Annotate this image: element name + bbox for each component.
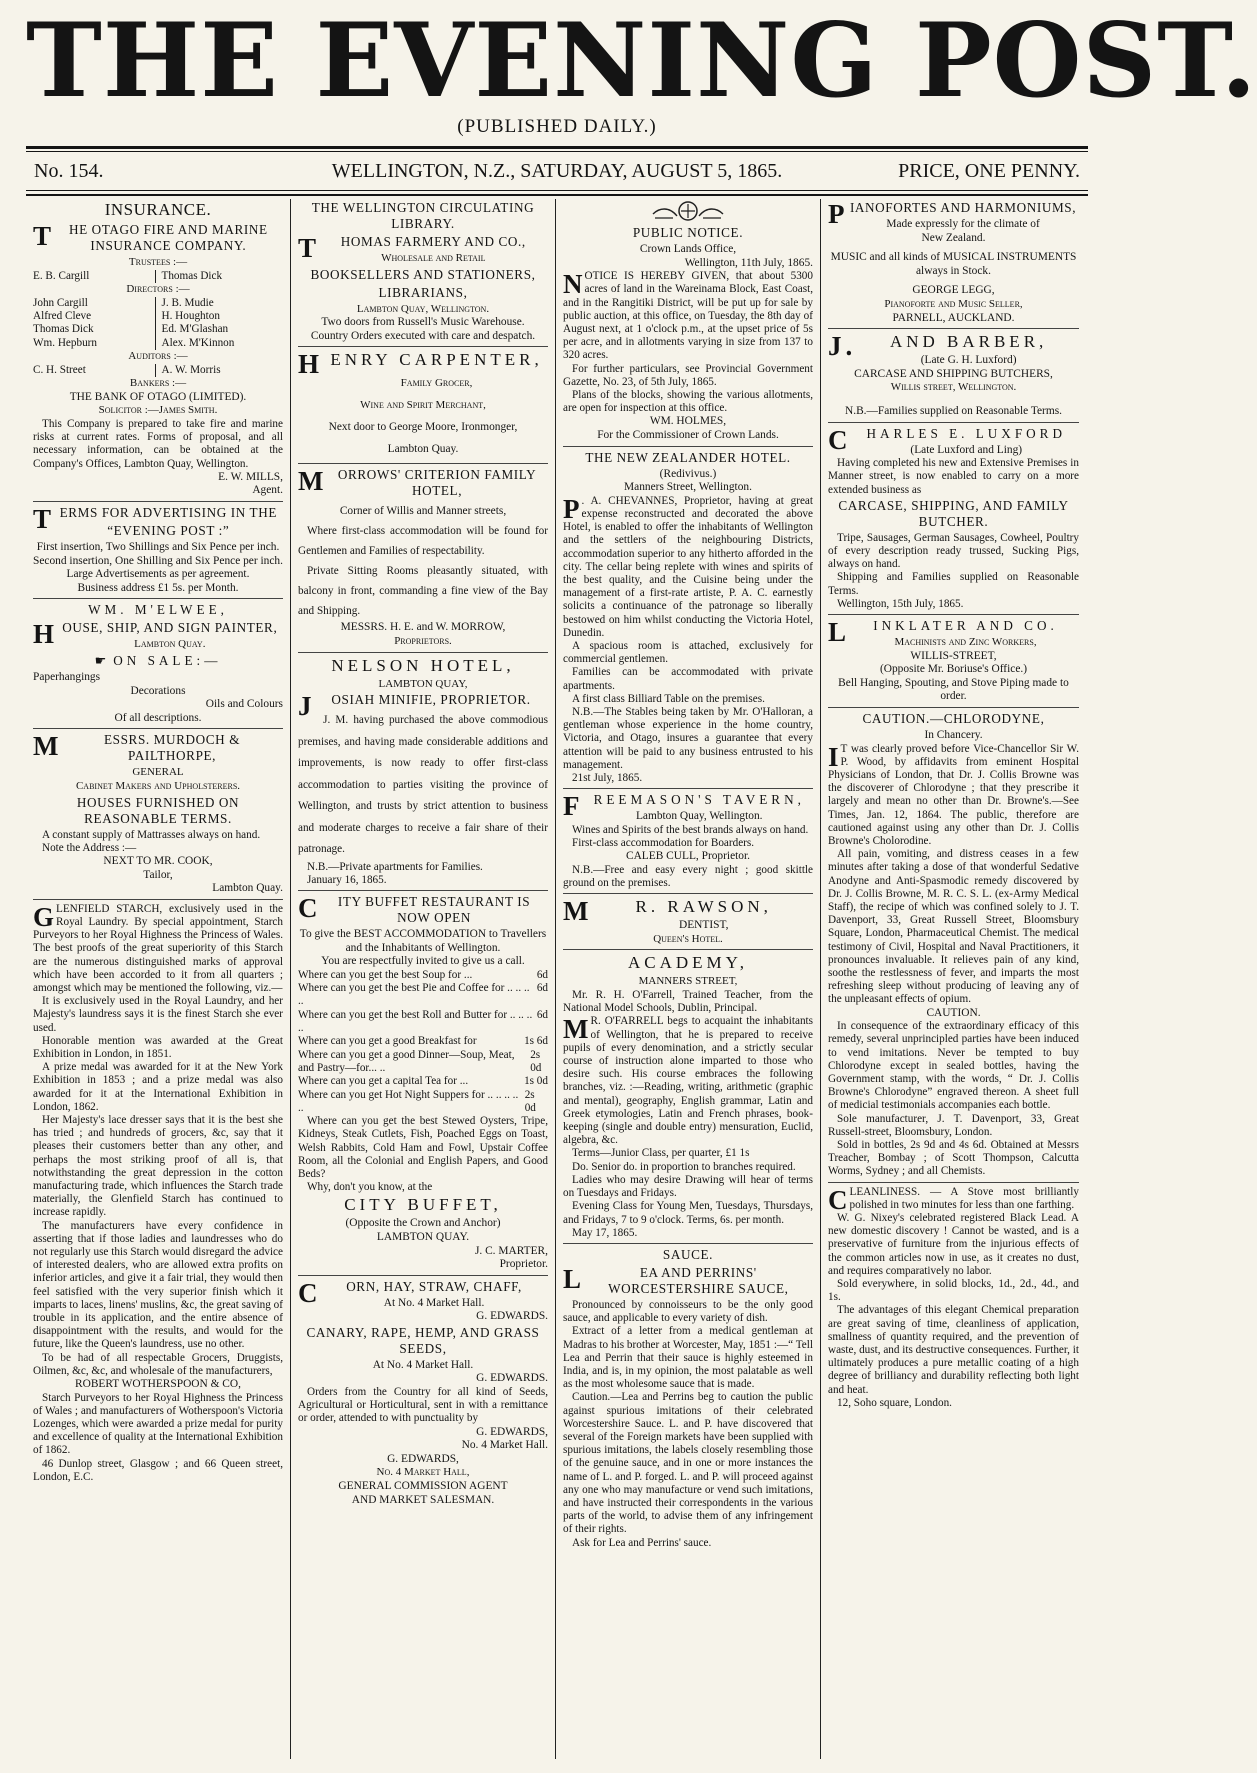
- library-ad: [298, 200, 548, 347]
- ad-title: J. AND BARBER,: [828, 331, 1048, 362]
- issue-dateline: WELLINGTON, N.Z., SATURDAY, AUGUST 5, 1865.: [331, 160, 783, 182]
- masthead-rule: [26, 146, 1088, 149]
- ad-date: May 17, 1865.: [572, 1226, 638, 1239]
- masthead-title: THE EVENING POST.: [26, 1, 1257, 121]
- menu-item: Where can you get the best Soup for ... 6d: [298, 968, 548, 981]
- ad-title: C ITY BUFFET RESTAURANT IS NOW OPEN: [298, 893, 531, 926]
- proprietors-role: Proprietors.: [394, 634, 452, 647]
- terms-line: Large Advertisements as per agreement.: [66, 568, 250, 581]
- ad-body: Families can be accommodated with private apartments.: [563, 666, 813, 692]
- ad-address: Tailor,: [143, 868, 173, 881]
- issue-line: [26, 160, 1088, 186]
- ad-line: Corner of Willis and Manner streets,: [339, 505, 507, 518]
- ad-body: I T was clearly proved before Vice-Chancellor Sir W. P. Wood, by affidavits from eminent Hospital Physicians of London, that Dr. J. Collis Browne was the discoverer of Chlorodyne ; that they prescribe it largely and mean no other than Dr. Browne's.—See Times, Jan. 12, 1864. The public, therefore are cautioned against using any other than Dr. J. Collis Browne's Cholorodine.: [828, 741, 1079, 847]
- signature: G. EDWARDS.: [476, 1310, 548, 1323]
- luxford-ad: [828, 426, 1079, 615]
- ad-body: A prize medal was awarded for it at the New York Exhibition in 1853 ; and a prize medal was also awarded for it at the International Exhibition in London, 1862.: [33, 1061, 283, 1113]
- painter-ad: [33, 602, 283, 729]
- ad-body: All pain, vomiting, and distress ceases in a few minutes after taking a dose of that wonderful Sedative Anodyne and Anti-Spasmodic remedy discovered by Dr. J. Collis Browne, M. R. C. S. L. (ex-Army Medical Staff), the recipe of which was confined solely to J. T. Davenport, 33, Great Russell Street, Bloomsbury Square, London, Pharmaceutical Chemist. The medical testimony of Civil, Hospital and Naval Practitioners, it pronounces invaluable. It relieves pain of any kind, soothe the restlessness of fever, and imparts the most refreshing sleep without producing of leaving any of the unpleasant effects of opium.: [828, 848, 1079, 1006]
- ad-body: Where first-class accommodation will be found for Gentlemen and Families of respectability.: [298, 525, 548, 558]
- auditors-label: Auditors :—: [128, 350, 188, 363]
- signature-role: Agent.: [252, 484, 283, 497]
- ad-body: Having completed his new and Extensive Premises in Manner street, is now enabled to carry on a more extended business as: [828, 457, 1079, 496]
- pianoforte-ad: [828, 200, 1079, 329]
- directors-list: John Cargill Alfred Cleve Thomas Dick Wm. Hepburn J. B. Mudie H. Houghton Ed. M'Glashan Alex. M'Kinnon: [33, 297, 283, 351]
- terms-line: Business address £1 5s. per Month.: [77, 581, 239, 594]
- ad-name: CITY BUFFET,: [344, 1195, 502, 1215]
- edwards-ad: [298, 1279, 548, 1511]
- ad-trade: Wholesale and Retail: [381, 252, 486, 264]
- signature: No. 4 Market Hall.: [461, 1439, 548, 1452]
- ad-body: NOTICE IS HEREBY GIVEN, that about 5300 acres of land in the Wareinama Block, East Coast, and in the Rangitiki District, will be put up for sale by public auction, at this office, on Tuesday, the 8th day of August next, at 1 o'clock p.m., at the upset price of 5s per acre, and in allotments varying in size from 137 to 320 acres.: [563, 269, 813, 362]
- issue-number: No. 154.: [34, 160, 104, 182]
- trustees-list: E. B. Cargill Thomas Dick: [33, 270, 283, 283]
- ad-line: Crown Lands Office,: [639, 243, 737, 255]
- menu-item: Where can you get a good Breakfast for 1s 6d: [298, 1035, 548, 1048]
- issue-price: PRICE, ONE PENNY.: [898, 160, 1080, 182]
- ad-body: N.B.—Private apartments for Families.: [307, 860, 483, 873]
- columns: [26, 199, 1088, 1759]
- ad-body: Extract of a letter from a medical gentleman at Madras to his brother at Worcester, May, 1851 :—“ Tell Lea and Perrin that their sauce is highly esteemed in India, and is, in my opinion, the most palatable as well as the most wholesome sauce that is made.: [563, 1325, 813, 1391]
- ad-address: Manners Street, Wellington.: [624, 481, 752, 494]
- ad-body: P . A. CHEVANNES, Proprietor, having at great expense reconstructed and decorated the above Hotel, is enabled to offer the inhabitants of Wellington and the settlers of the neighbouring Districts, accommodation superior to any hitherto afforded in the city. The cellar being replete with wines and spirits of the best quality, and the Cuisine being under the management of a first-rate artiste, P. A. C. earnestly solicits a continuance of the patronage so liberally bestowed on him whilst conducting the Victoria Hotel, Dunedin.: [563, 493, 813, 639]
- ad-address: Lambton Quay.: [212, 882, 283, 895]
- header-rule: [26, 190, 1088, 191]
- ad-trade: Cabinet Makers and Upholsterers.: [75, 779, 241, 792]
- ad-name: J OSIAH MINIFIE, PROPRIETOR.: [298, 691, 531, 722]
- royal-arms-emblem: [563, 200, 813, 222]
- ad-body: A first class Billiard Table on the premises.: [572, 692, 765, 705]
- freemasons-tavern-ad: [563, 792, 813, 894]
- ad-date: Wellington, 15th July, 1865.: [837, 597, 964, 610]
- advertising-terms-ad: [33, 505, 283, 599]
- ad-title: L EA AND PERRINS' WORCESTERSHIRE SAUCE,: [563, 1263, 789, 1296]
- ad-body: The manufacturers have every confidence in asserting that if those ladies and laundresses who do not regularly use this Starch would disregard the advice of interested dealers, who are allowed extra profits on inferior articles, and give it a fair trial, they would then feel satisfied with the very superior finish which it imparts to laces, linens' muslins, &c, the great saving of trouble in its application, and the entire absence of disappointment with the results, and would for the future, like the Queen's laundress, use no other.: [33, 1219, 283, 1351]
- ad-headline: CARCASE, SHIPPING, AND FAMILY BUTCHER.: [838, 497, 1069, 529]
- signature: G. EDWARDS,: [476, 1425, 548, 1438]
- ad-title: FREEMASON'S TAVERN,: [563, 791, 805, 822]
- ad-body: Ladies who may desire Drawing will hear of terms on Tuesdays and Fridays.: [563, 1173, 813, 1200]
- solicitor: Solicitor :—James Smith.: [98, 404, 218, 417]
- ad-body: For further particulars, see Provincial Government Gazette, No. 23, of 5th July, 1865.: [563, 362, 813, 388]
- crest-icon: [643, 200, 733, 222]
- footer-line: G. EDWARDS,: [387, 1452, 459, 1465]
- ad-body: Tripe, Sausages, German Sausages, Cowheel, Poultry of every description ready trussed, Sucking Pigs, always on hand.: [828, 531, 1079, 571]
- ad-title: NELSON HOTEL,: [331, 655, 515, 675]
- on-sale-heading: ☛ ON SALE:—: [94, 652, 222, 668]
- ad-body: Note the Address :—: [42, 841, 137, 854]
- ad-address: NEXT TO MR. COOK,: [103, 854, 213, 867]
- ad-line: New Zealand.: [921, 231, 986, 244]
- ad-line: Wine and Spirit Merchant,: [360, 399, 486, 412]
- ad-name: WM. M'ELWEE,: [88, 602, 228, 618]
- ad-address: WILLIS-STREET,: [910, 649, 997, 662]
- ad-body: Mr. R. H. O'Farrell, Trained Teacher, from the National Model Schools, Dublin, Principal.: [563, 989, 813, 1015]
- city-buffet-ad: [298, 894, 548, 1276]
- ad-title: T HE OTAGO FIRE AND MARINE INSURANCE COMPANY.: [33, 221, 268, 253]
- column-4: [821, 199, 1086, 1759]
- ad-body: Why, don't you know, at the: [307, 1181, 433, 1194]
- menu-item: Where can you get Hot Night Suppers for .. .. .. .. .. 2s 0d: [298, 1088, 536, 1114]
- sale-item: Oils and Colours: [205, 698, 283, 711]
- grocer-ad: [298, 350, 548, 464]
- ad-firm: ROBERT WOTHERSPOON & CO,: [75, 1378, 241, 1391]
- ad-address: 46 Dunlop street, Glasgow ; and 66 Queen street, London, E.C.: [33, 1457, 283, 1483]
- ad-body: It is exclusively used in the Royal Laundry, and her Majesty's laundress says it is the finest Starch she ever used.: [33, 995, 283, 1034]
- column-1: [26, 199, 291, 1759]
- ad-body: Starch Purveyors to her Royal Highness the Princess of Wales ; and manufacturers of Wotherspoon's Victoria Lozenges, which were awarded a prize medal for purity and excellence of quality at the International Exhibition of 1862.: [33, 1391, 283, 1457]
- ad-body: Caution.—Lea and Perrins beg to caution the public against spurious imitations of their celebrated Worcestershire Sauce. L. and P. have discovered that several of the Foreign markets have been supplied with spurious imitations, the labels closely resembling those of the genuine sauce, and in one or more instances the name of L. and P. forged. L. and P. will proceed against any one who may manufacture or vend such imitations, and have instructed their correspondents in the various parts of the world, to advise them of any infringement of their rights.: [563, 1391, 813, 1536]
- ad-body: A constant supply of Mattrasses always on hand.: [42, 828, 261, 841]
- ad-body: Terms—Junior Class, per quarter, £1 1s: [572, 1147, 750, 1160]
- ad-line: (Opposite the Crown and Anchor): [345, 1217, 501, 1230]
- ad-address: MANNERS STREET,: [638, 975, 738, 988]
- ad-heading: INSURANCE.: [104, 200, 212, 219]
- signature: G. EDWARDS.: [476, 1372, 548, 1385]
- ad-body: The advantages of this elegant Chemical preparation are great saving of time, cleanliness of application, smallness of quantity required, and the prevention of waste, dust, and its destructive consequences. Further, it ultimately produces a pure metallic coating of a high degree of brilliancy and durability reflecting both light and heat.: [828, 1304, 1079, 1396]
- ad-title: C HARLES E. LUXFORD: [828, 424, 1066, 455]
- zealander-hotel-ad: [563, 450, 813, 790]
- column-3: [556, 199, 821, 1759]
- ad-subheading: CAUTION.: [926, 1006, 981, 1019]
- ad-address: 12, Soho square, London.: [837, 1396, 952, 1409]
- ad-body: W. G. Nixey's celebrated registered Black Lead. A new domestic discovery ! Cannot be wasted, and is a preservative of furniture from the injurious effects of the common articles now in use, as it creates no dust, and requires comparatively no labor.: [828, 1212, 1079, 1277]
- ad-title: TERMS FOR ADVERTISING IN THE: [33, 504, 277, 534]
- ad-heading: SAUCE.: [662, 1246, 714, 1262]
- ad-line: Next door to George Moore, Ironmonger,: [328, 421, 518, 434]
- ad-name: HENRY CARPENTER,: [298, 349, 543, 380]
- ad-heading: CAUTION.—CHLORODYNE,: [862, 710, 1045, 726]
- masthead-rule: [26, 151, 1088, 152]
- ad-line: MUSIC and all kinds of MUSICAL INSTRUMENTS always in Stock.: [830, 251, 1077, 277]
- ad-title: M ESSRS. MURDOCH & PAILTHORPE,: [33, 731, 241, 764]
- ad-address: Willis street, Wellington.: [890, 381, 1017, 394]
- cabinet-makers-ad: [33, 732, 283, 899]
- linklater-ad: [828, 618, 1079, 708]
- ad-line: CARCASE AND SHIPPING BUTCHERS,: [854, 367, 1053, 380]
- ad-address: PARNELL, AUCKLAND.: [892, 311, 1015, 324]
- ad-body: Sold everywhere, in solid blocks, 1d., 2d., 4d., and 1s.: [828, 1278, 1079, 1304]
- ad-subtitle: (Redivivus.): [659, 467, 717, 480]
- proprietors: MESSRS. H. E. and W. MORROW,: [340, 621, 506, 634]
- footer-line: No. 4 Market Hall,: [376, 1466, 470, 1479]
- nelson-hotel-ad: [298, 656, 548, 892]
- ad-line: (Late G. H. Luxford): [920, 354, 1017, 367]
- ad-line: Bell Hanging, Spouting, and Stove Piping made to order.: [838, 676, 1069, 703]
- signature: WM. HOLMES,: [649, 415, 727, 428]
- ad-address: Lambton Quay.: [134, 638, 206, 651]
- footer-line: GENERAL COMMISSION AGENT: [338, 1480, 508, 1493]
- menu-item: Where can you get the best Pie and Coffee for .. .. .. .. 6d: [298, 982, 548, 1008]
- sale-item: Of all descriptions.: [114, 711, 202, 724]
- glenfield-starch-ad: [33, 903, 283, 1487]
- column-2: [291, 199, 556, 1759]
- ad-body: N.B.—The Stables being taken by Mr. O'Halloran, a gentleman whose experience in the home country, Victoria, and Otago, insures a guarantee that every attention will be paid to any business entrusted to his management.: [563, 706, 813, 771]
- pointing-hand-icon: ☛: [94, 652, 111, 668]
- ad-body: Sole manufacturer, J. T. Davenport, 33, Great Russell-street, Bloomsbury, London.: [828, 1112, 1079, 1138]
- ad-address: Queen's Hotel.: [653, 932, 723, 945]
- bank-name: THE BANK OF OTAGO (LIMITED).: [69, 390, 247, 403]
- ad-line: In Chancery.: [924, 728, 983, 741]
- ad-title: PUBLIC NOTICE.: [632, 225, 744, 240]
- ad-line: You are respectfully invited to give us a call.: [321, 955, 525, 968]
- academy-ad: [563, 953, 813, 1243]
- buffet-menu: [298, 969, 548, 1115]
- ad-body: To be had of all respectable Grocers, Druggists, Oilmen, &c, &c, and wholesale of the manufacturers,: [33, 1351, 283, 1377]
- header-rule: [26, 194, 1088, 196]
- footer-line: AND MARKET SALESMAN.: [351, 1493, 495, 1506]
- ad-line: LIBRARIANS,: [378, 284, 468, 300]
- ad-body: In consequence of the extraordinary efficacy of this remedy, several unprincipled parties have been induced to vend imitations. Never be tempted to buy Chlorodyne except in sealed bottles, having the Government stamp, with the words, “ Dr. J. Collis Browne's Chlorodyne” engraved thereon. A sheet full of medicial testimonials accompanies each bottle.: [828, 1020, 1079, 1112]
- masthead: [26, 0, 1257, 182]
- ad-line: To give the BEST ACCOMMODATION to Travellers and the Inhabitants of Wellington.: [299, 928, 547, 954]
- ad-title: M R. RAWSON,: [563, 896, 772, 927]
- paper-name: “EVENING POST :”: [107, 523, 230, 538]
- menu-item: Where can you get a capital Tea for ... 1s 0d: [298, 1075, 548, 1088]
- ad-line: N.B.—Families supplied on Reasonable Terms.: [845, 404, 1062, 417]
- ad-body: Sold in bottles, 2s 9d and 4s 6d. Obtained at Messrs Treacher, Bombay ; of Scott Thompson, Calcutta Worms, Sydney ; and all Chemists.: [828, 1139, 1079, 1178]
- ad-body: First-class accommodation for Boarders.: [572, 837, 755, 850]
- ad-subtitle: GENERAL: [132, 766, 184, 779]
- ad-body: Honorable mention was awarded at the Great Exhibition in London, in 1851.: [33, 1034, 283, 1060]
- black-lead-ad: [828, 1186, 1079, 1413]
- ad-line: Family Grocer,: [400, 377, 473, 390]
- ad-body: N.B.—Free and easy every night ; good skittle ground on the premises.: [563, 863, 813, 890]
- ad-name: GEORGE LEGG,: [912, 284, 995, 297]
- ad-address: LAMBTON QUAY,: [378, 677, 468, 690]
- ad-headline: CANARY, RAPE, HEMP, AND GRASS SEEDS,: [306, 1324, 540, 1356]
- menu-item: Where can you get the best Roll and Butter for .. .. .. .. 6d: [298, 1008, 548, 1035]
- ad-body: A spacious room is attached, exclusively for commercial gentlemen.: [563, 640, 813, 666]
- menu-item: Where can you get a good Dinner—Soup, Meat, and Pastry—for... .. 2s 0d: [298, 1048, 542, 1074]
- ad-title: L INKLATER AND CO.: [828, 616, 1058, 647]
- ad-line: DENTIST,: [679, 919, 729, 932]
- criterion-hotel-ad: [298, 467, 548, 652]
- signature-role: For the Commissioner of Crown Lands.: [597, 429, 779, 442]
- chlorodyne-ad: [828, 711, 1079, 1183]
- ad-date: January 16, 1865.: [307, 873, 387, 886]
- ad-title: THE NEW ZEALANDER HOTEL.: [585, 449, 791, 465]
- ad-line: Two doors from Russell's Music Warehouse.: [321, 316, 525, 329]
- ad-body: Private Sitting Rooms pleasantly situated, with balcony in front, commanding a fine view of the Bay and Shipping.: [298, 565, 548, 618]
- ad-line: At No. 4 Market Hall.: [372, 1358, 474, 1371]
- insurance-ad: [33, 200, 283, 502]
- ad-body: Ask for Lea and Perrins' sauce.: [572, 1536, 712, 1549]
- ad-address: Lambton Quay, Wellington.: [635, 810, 763, 823]
- public-notice-ad: [563, 200, 813, 447]
- ad-line: Country Orders executed with care and despatch.: [310, 329, 536, 342]
- sale-item: Paperhangings: [33, 670, 101, 683]
- ad-body: CLEANLINESS. — A Stove most brilliantly polished in two minutes for less than one farthing.: [828, 1184, 1079, 1215]
- ad-body: Orders from the Country for all kind of Seeds, Agricultural or Horticultural, sent in with a remittance or order, attended to with punctuality by: [298, 1386, 548, 1425]
- auditors-list: C. H. Street A. W. Morris: [33, 364, 283, 377]
- ad-body: Where can you get the best Stewed Oysters, Tripe, Kidneys, Steak Cutlets, Fish, Poached Eggs on Toast, Welsh Rabbits, Cold Ham and Fowl, Upstair Coffee Room, all the Colonial and English Papers, and Good Beds?: [298, 1115, 548, 1180]
- ad-name: M ORROWS' CRITERION FAMILY HOTEL,: [298, 466, 537, 499]
- directors-label: Directors :—: [126, 283, 190, 295]
- ad-body: Shipping and Families supplied on Reasonable Terms.: [828, 571, 1079, 597]
- ad-body: Her Majesty's lace dresser says that it is the best she has tried ; and hundreds of grocers, &c, say that it pleases their customers better than any other, and perhaps the most striking proof of all is, that notwithstanding the great depression in the cotton manufacturing trade, which influences the Starch trade materially, the Glenfield Starch has continued to increase rapidly.: [33, 1113, 283, 1219]
- ad-trade: Pianoforte and Music Seller,: [884, 297, 1023, 310]
- bankers-label: Bankers :—: [129, 377, 187, 390]
- ad-line: (Late Luxford and Ling): [910, 443, 1023, 456]
- signature-role: Proprietor.: [499, 1258, 548, 1271]
- ad-line: (Opposite Mr. Boriuse's Office.): [879, 663, 1028, 676]
- ad-trade: Machinists and Zinc Workers,: [894, 635, 1037, 648]
- ad-body: Evening Class for Young Men, Tuesdays, Thursdays, and Fridays, 7 to 9 o'clock. Terms, 6s. per month.: [563, 1200, 813, 1226]
- masthead-subtitle: (PUBLISHED DAILY.): [457, 116, 657, 137]
- ad-address: Lambton Quay, Wellington.: [356, 302, 490, 315]
- ad-title: C ORN, HAY, STRAW, CHAFF,: [298, 1277, 522, 1308]
- ad-line: BOOKSELLERS AND STATIONERS,: [310, 266, 536, 282]
- ad-address: LAMBTON QUAY.: [376, 1230, 470, 1243]
- ad-name: T HOMAS FARMERY AND CO.,: [298, 233, 526, 263]
- terms-line: First insertion, Two Shillings and Six Pence per inch.: [36, 541, 280, 553]
- signature: J. C. MARTER,: [474, 1244, 548, 1257]
- ad-date: 21st July, 1865.: [572, 772, 643, 785]
- ad-body: M R. O'FARRELL begs to acquaint the inhabitants of Wellington, that he is prepared to receive pupils of every denomination, and a strictly secular course of instruction alone imparted to those who desire such. His course embraces the following branches, viz. :—Reading, writing, arithmetic (graphic and mental), geography, English grammar, Latin and Greek etymologies, Latin and French phrases, book-keeping (single and double entry) mensuration, Euclid, algebra, &c.: [563, 1014, 813, 1147]
- signature: E. W. MILLS,: [218, 470, 283, 483]
- ad-body: GLENFIELD STARCH, exclusively used in the Royal Laundry. By special appointment, Starch Purveyors to her Royal Highness the Princess of Wales. The best proofs of the great superiority of this Starch are the numerous distinguished marks of approval which have been accorded to it from all quarters ; amongst which may be mentioned the following, viz.—: [33, 901, 283, 994]
- ad-line: Lambton Quay.: [387, 443, 459, 456]
- ad-title: HOUSE, SHIP, AND SIGN PAINTER,: [33, 619, 278, 650]
- ad-line: At No. 4 Market Hall.: [383, 1296, 485, 1309]
- ad-body: Wines and Spirits of the best brands always on hand.: [572, 823, 809, 836]
- ad-body: Do. Senior do. in proportion to branches required.: [572, 1160, 796, 1173]
- dentist-ad: [563, 897, 813, 950]
- ad-date: Wellington, 11th July, 1865.: [684, 256, 813, 269]
- ad-body: J. M. having purchased the above commodious premises, and having made considerable additions and improvements, is now ready to offer first-class accommodation to parties visiting the province of Wellington, and trusts by strict attention to business and moderate charges to receive a fair share of their patronage.: [298, 714, 548, 856]
- ad-body: Plans of the blocks, showing the various allotments, are open for inspection at this office.: [563, 389, 813, 415]
- ad-line: Made expressly for the climate of: [886, 218, 1040, 230]
- ad-body: This Company is prepared to take fire and marine risks at current rates. Forms of proposal, and all necessary information, can be obtained at the Company's Offices, Lambton Quay, Wellington.: [33, 418, 283, 470]
- ad-title: THE WELLINGTON CIRCULATING LIBRARY.: [311, 200, 535, 231]
- butchers-ad: [828, 332, 1079, 422]
- ad-headline: HOUSES FURNISHED ON REASONABLE TERMS.: [76, 794, 240, 826]
- ad-body: Pronounced by connoisseurs to be the only good sauce, and applicable to every variety of dish.: [563, 1298, 813, 1325]
- terms-line: Second insertion, One Shilling and Six Pence per inch.: [33, 554, 283, 567]
- signature: CALEB CULL, Proprietor.: [625, 850, 751, 863]
- trustees-label: Trustees :—: [128, 256, 188, 268]
- ad-title: ACADEMY,: [627, 953, 748, 973]
- sale-item: Decorations: [130, 684, 186, 697]
- ad-title: PIANOFORTES AND HARMONIUMS,: [828, 199, 1077, 229]
- sauce-ad: [563, 1247, 813, 1553]
